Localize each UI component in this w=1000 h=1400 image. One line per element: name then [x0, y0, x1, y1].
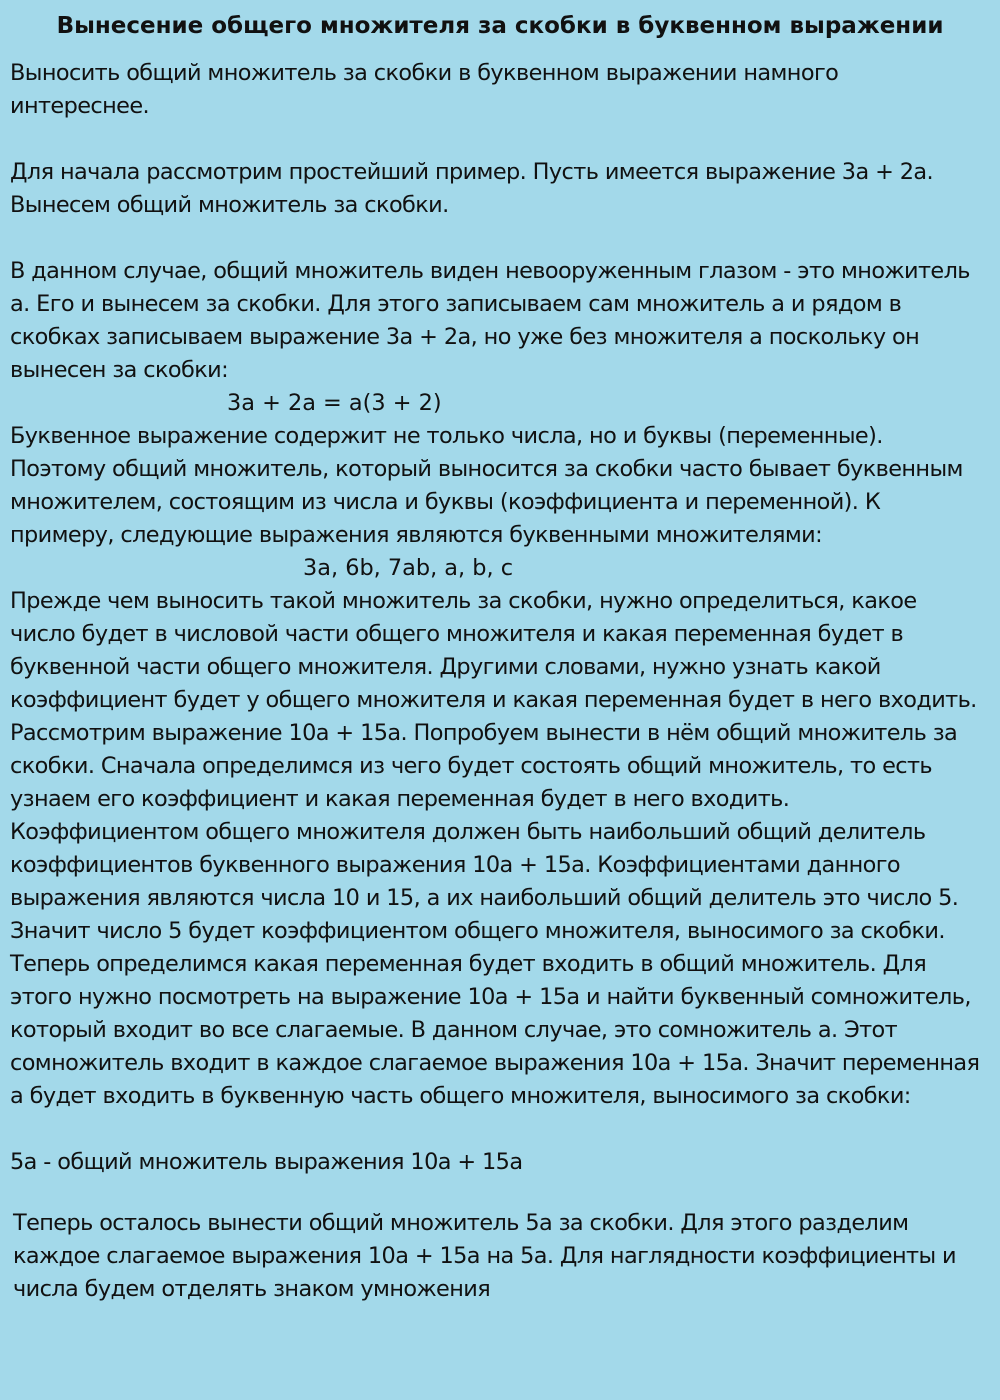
text-line: Прежде чем выносить такой множитель за скобки, нужно определиться, какое	[10, 588, 917, 614]
page-title: Вынесение общего множителя за скобки в буквенном выражении	[56, 13, 944, 39]
result-line	[10, 1146, 992, 1179]
text-line: вынесен за скобки:	[10, 357, 229, 383]
text-line: a будет входить в буквенную часть общего множителя, выносимого за скобки:	[10, 1083, 911, 1109]
paragraph-3	[10, 420, 992, 552]
paragraph-5	[13, 1207, 995, 1306]
text-line: Теперь определимся какая переменная будет входить в общий множитель. Для	[10, 951, 927, 977]
text-line: выражения являются числа 10 и 15, а их наибольший общий делитель это число 5.	[10, 885, 959, 911]
text-line: каждое слагаемое выражения 10a + 15a на 5a. Для наглядности коэффициенты и	[13, 1243, 957, 1269]
text-line: Коэффициентом общего множителя должен быть наибольший общий делитель	[10, 819, 926, 845]
text-line: коэффициент будет у общего множителя и какая переменная будет в него входить.	[10, 687, 977, 713]
text-line: буквенной части общего множителя. Другими словами, нужно узнать какой	[10, 654, 881, 680]
text-line: множителем, состоящим из числа и буквы (коэффициента и переменной). К	[10, 489, 881, 515]
paragraph-2	[10, 255, 992, 387]
text-line: коэффициентов буквенного выражения 10a + 15a. Коэффициентами данного	[10, 852, 901, 878]
text-line: этого нужно посмотреть на выражение 10a + 15a и найти буквенный сомножитель,	[10, 984, 971, 1010]
text-line: Рассмотрим выражение 10a + 15a. Попробуем вынести в нём общий множитель за	[10, 720, 958, 746]
text-line: 5a - общий множитель выражения 10a + 15a	[10, 1149, 523, 1175]
text-line: скобках записываем выражение 3a + 2a, но уже без множителя a поскольку он	[10, 324, 920, 350]
text-line: Для начала рассмотрим простейший пример. Пусть имеется выражение 3a + 2a.	[10, 159, 934, 185]
text-line: числа будем отделять знаком умножения	[13, 1276, 491, 1302]
intro-paragraph	[10, 57, 992, 123]
text-line: сомножитель входит в каждое слагаемое выражения 10a + 15a. Значит переменная	[10, 1050, 980, 1076]
formula-2: 3a, 6b, 7ab, a, b, c	[303, 555, 514, 581]
paragraph-4	[10, 585, 992, 1113]
text-line: скобки. Сначала определимся из чего будет состоять общий множитель, то есть	[10, 753, 933, 779]
formula-1: 3a + 2a = a(3 + 2)	[227, 390, 442, 416]
text-line: Вынесем общий множитель за скобки.	[10, 192, 449, 218]
text-line: узнаем его коэффициент и какая переменная будет в него входить.	[10, 786, 790, 812]
text-line: Буквенное выражение содержит не только числа, но и буквы (переменные).	[10, 423, 883, 449]
text-line: Поэтому общий множитель, который выносится за скобки часто бывает буквенным	[10, 456, 963, 482]
paragraph-1	[10, 156, 992, 222]
text-line: В данном случае, общий множитель виден невооруженным глазом - это множитель	[10, 258, 970, 284]
text-line: a. Его и вынесем за скобки. Для этого записываем сам множитель a и рядом в	[10, 291, 902, 317]
text-line: Выносить общий множитель за скобки в буквенном выражении намного	[10, 60, 839, 86]
text-line: число будет в числовой части общего множителя и какая переменная будет в	[10, 621, 904, 647]
text-line: который входит во все слагаемые. В данном случае, это сомножитель a. Этот	[10, 1017, 898, 1043]
text-line: примеру, следующие выражения являются буквенными множителями:	[10, 522, 823, 548]
text-line: Значит число 5 будет коэффициентом общего множителя, выносимого за скобки.	[10, 918, 945, 944]
text-line: Теперь осталось вынести общий множитель 5a за скобки. Для этого разделим	[13, 1210, 909, 1236]
text-line: интереснее.	[10, 93, 150, 119]
